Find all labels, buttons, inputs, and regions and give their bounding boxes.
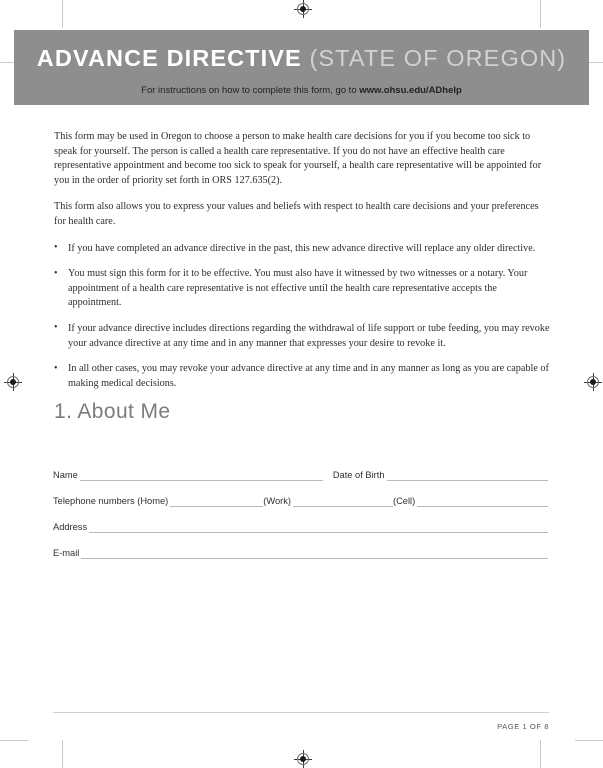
about-me-form	[53, 455, 548, 559]
crop-mark-bottom-right-vertical	[540, 740, 541, 768]
intro-bullet-list	[54, 242, 550, 392]
crop-mark-bottom-left-vertical	[62, 740, 63, 768]
document-header-band	[14, 30, 589, 105]
registration-target-icon-bottom	[295, 751, 311, 767]
label-email: E-mail	[53, 548, 80, 558]
header-subtitle-text: For instructions on how to complete this form, go to	[141, 85, 360, 96]
phone-cell-input[interactable]	[417, 495, 548, 507]
label-address: Address	[53, 522, 88, 532]
list-item: • If your advance directive includes directions regarding the withdrawal of life support or tube feeding, you may revoke your advance directive at any time and in any manner that expresses your desire to revoke it.	[54, 322, 550, 351]
intro-content	[54, 130, 550, 391]
section-heading-about-me: 1. About Me	[54, 400, 171, 423]
registration-core	[300, 756, 306, 762]
registration-core	[300, 6, 306, 12]
crop-mark-bottom-right-horizontal	[575, 740, 603, 741]
crop-mark-top-right-vertical	[540, 0, 541, 28]
registration-target-icon-left	[5, 374, 21, 390]
header-subtitle	[14, 86, 589, 96]
page-title-qualifier: (STATE OF OREGON)	[309, 45, 567, 71]
form-row-name-dob	[53, 455, 548, 481]
list-item: • In all other cases, you may revoke your advance directive at any time and in any manner as long as you are capable of making medical decisions.	[54, 362, 550, 391]
footer-divider	[53, 712, 549, 713]
registration-core	[10, 379, 16, 385]
instructions-url-link[interactable]: www.ohsu.edu/ADhelp	[359, 85, 462, 96]
date-of-birth-input[interactable]	[387, 469, 549, 481]
form-row-address	[53, 507, 548, 533]
registration-core	[590, 379, 596, 385]
label-telephone-work: (Work)	[263, 496, 291, 506]
page-title-main: ADVANCE DIRECTIVE	[36, 45, 302, 71]
form-row-email	[53, 533, 548, 559]
label-name: Name	[53, 470, 78, 480]
address-input[interactable]	[89, 521, 548, 533]
label-date-of-birth: Date of Birth	[332, 470, 385, 480]
registration-target-icon-top	[295, 1, 311, 17]
crop-mark-top-left-vertical	[62, 0, 63, 28]
phone-home-input[interactable]	[170, 495, 263, 507]
phone-work-input[interactable]	[293, 495, 393, 507]
list-item: • If you have completed an advance directive in the past, this new advance directive will replace any older directive.	[54, 242, 550, 257]
page-title	[14, 47, 589, 71]
registration-target-icon-right	[585, 374, 601, 390]
label-telephone-home: Telephone numbers (Home)	[53, 496, 169, 506]
label-telephone-cell: (Cell)	[392, 496, 416, 506]
intro-paragraph-1: This form may be used in Oregon to choose a person to make health care decisions for you if you become too sick to speak for yourself. The person is called a health care representative. If you do not have an effective health care representative appointment and become too sick to speak for yourself, a health care representative will be appointed for you in the order of priority set forth in ORS 127.635(2).	[54, 131, 542, 186]
list-item: • You must sign this form for it to be effective. You must also have it witnessed by two witnesses or a notary. Your appointment of a health care representative is not effective until the health care representative accepts the appointment.	[54, 267, 550, 311]
crop-mark-bottom-left-horizontal	[0, 740, 28, 741]
form-row-telephone	[53, 481, 548, 507]
email-input[interactable]	[81, 547, 548, 559]
page-number: PAGE 1 OF 8	[497, 722, 549, 731]
name-input[interactable]	[80, 469, 323, 481]
intro-paragraph-2: This form also allows you to express your values and beliefs with respect to health care decisions and your preferences for health care.	[54, 201, 539, 227]
